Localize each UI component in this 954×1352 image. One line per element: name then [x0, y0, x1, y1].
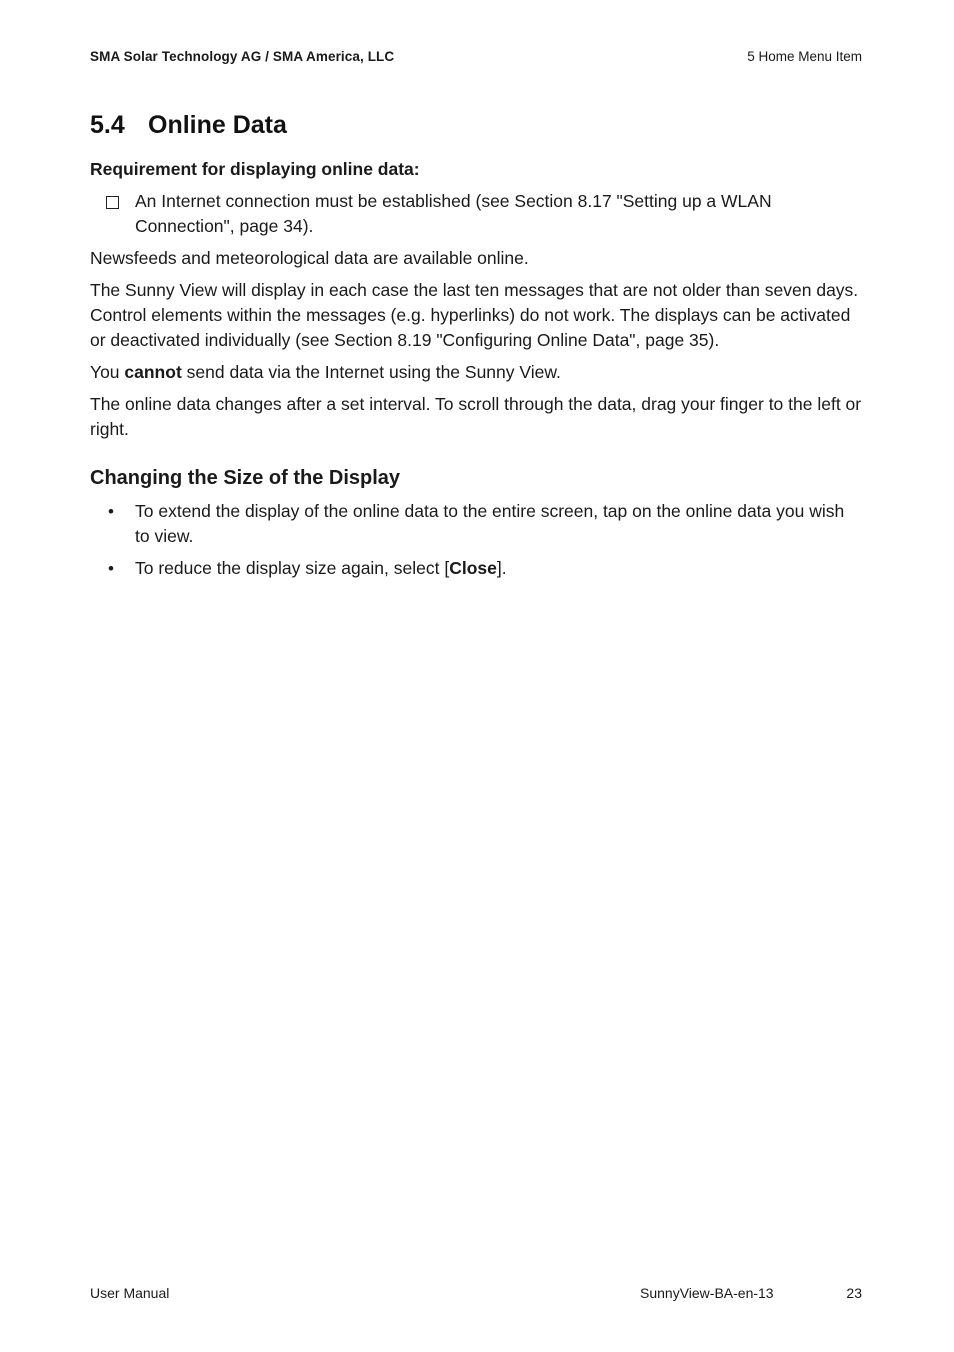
paragraph-scroll: The online data changes after a set interval. To scroll through the data, drag your finger to the left or right. — [90, 394, 862, 439]
paragraph-newsfeeds: Newsfeeds and meteorological data are available online. — [90, 248, 529, 268]
bullet-text-reduce — [135, 556, 507, 581]
paragraph-messages: The Sunny View will display in each case the last ten messages that are not older than seven days. Control elements within the messages (e.g. hyperlinks) do not work. The displays can be activated or deactivated individually (see Section 8.19 "Configuring Online Data", page 35). — [90, 280, 859, 350]
bullet-reduce-prefix: To reduce the display size again, select [ — [135, 558, 450, 578]
header-chapter: 5 Home Menu Item — [747, 49, 862, 64]
requirement-item-text: An Internet connection must be established (see Section 8.17 "Setting up a WLAN Connection", page 34). — [135, 191, 772, 236]
bullet-icon: • — [108, 559, 114, 578]
subsection-title: Changing the Size of the Display — [90, 467, 401, 489]
paragraph-cannot-send-suffix: send data via the Internet using the Sunny View. — [181, 362, 561, 382]
header-company: SMA Solar Technology AG / SMA America, LLC — [90, 49, 395, 64]
bullet-reduce-suffix: ]. — [496, 558, 507, 578]
checkbox-icon — [106, 196, 119, 209]
section-title-text: Online Data — [148, 111, 287, 139]
list-item — [90, 499, 862, 549]
page-number: 23 — [846, 1285, 862, 1301]
footer-doc-type: User Manual — [90, 1285, 170, 1301]
main-content — [90, 157, 862, 588]
paragraph-cannot-send-bold: cannot — [124, 362, 182, 382]
paragraph-cannot-send — [90, 360, 862, 385]
footer-doc-code: SunnyView-BA-en-13 — [640, 1285, 774, 1301]
bullet-text-extend: To extend the display of the online data to the entire screen, tap on the online data you wish to view. — [135, 501, 845, 546]
section-title — [90, 111, 287, 140]
list-item — [90, 556, 862, 581]
close-label: Close — [449, 558, 497, 578]
bullet-icon: • — [108, 502, 114, 521]
requirement-item — [90, 189, 862, 239]
paragraph-cannot-send-prefix: You — [90, 362, 125, 382]
requirement-heading: Requirement for displaying online data: — [90, 159, 420, 179]
section-number: 5.4 — [90, 111, 125, 139]
